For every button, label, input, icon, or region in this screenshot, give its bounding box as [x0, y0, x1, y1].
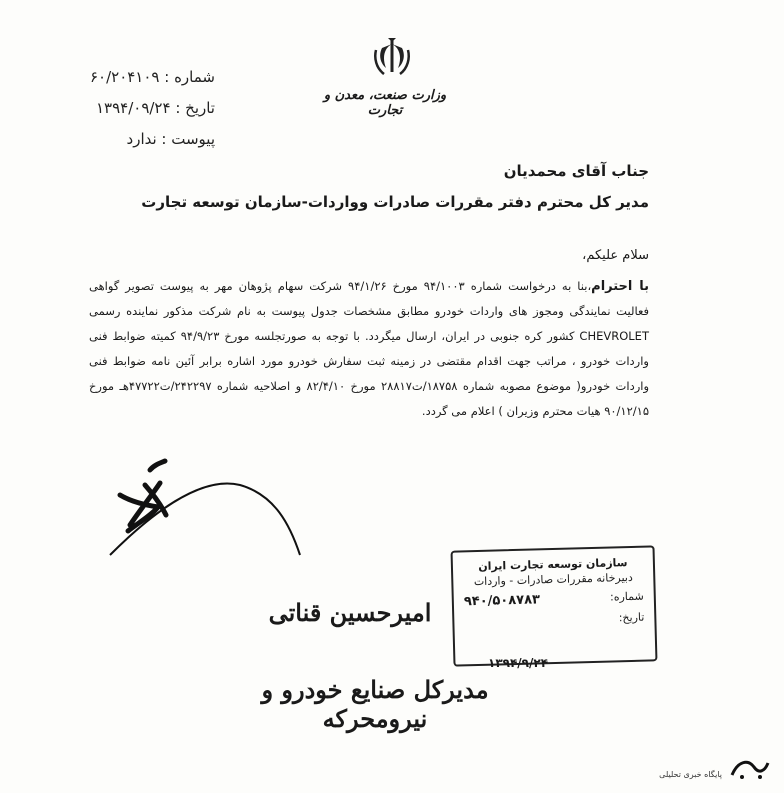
ministry-name: وزارت صنعت، معدن و تجارت	[323, 88, 447, 118]
stamp-number-row	[464, 590, 644, 610]
letter-date: تاریخ : ۱۳۹۴/۰۹/۲۴	[95, 99, 215, 117]
signer-name: امیرحسین قناتی	[268, 598, 432, 627]
letter-lead: با احترام	[591, 279, 650, 294]
signer-title: مدیرکل صنایع خودرو و نیرومحرکه	[261, 675, 489, 733]
letter-attachment: پیوست : ندارد	[126, 130, 215, 148]
serat-logo-icon	[728, 753, 772, 783]
date-label: تاریخ	[185, 99, 215, 117]
stamp-date-value: ۱۳۹۴/۹/۲۴	[488, 656, 549, 670]
letter-number: شماره : ۶۰/۲۰۴۱۰۹	[89, 68, 215, 86]
stamp-date-label: تاریخ:	[618, 610, 645, 625]
letter-meta	[35, 62, 215, 155]
addressee-name: جناب آقای محمدیان	[503, 162, 649, 180]
addressee-title: مدیر کل محترم دفتر مقررات صادرات وواردات-سازمان توسعه تجارت	[141, 193, 649, 211]
stamp-office: دبیرخانه مقررات صادرات - واردات	[473, 570, 633, 589]
stamp-date-row	[464, 611, 644, 629]
letter-body-text: ،بنا به درخواست شماره ۹۴/۱۰۰۳ مورخ ۹۴/۱/۲۶ شرکت سهام پژوهان مهر به پیوست تصویر گواهی فعالیت نمایندگی ومجوز های واردات خودرو مطابق مشخصات جدول پیوست به نام شرکت مذکور نماینده رسمی CHEVROLET کشور کره جنوبی در ایران، ارسال میگردد. با توجه به صورتجلسه مورخ ۹۴/۹/۲۳ کمیته ضوابط فنی واردات خودرو ، مراتب جهت اقدام مقتضی در زمینه ثبت سفارش خودرو مورد اشاره برابر آئین نامه ضوابط فنی واردات خودرو( موضوع مصوبه شماره ۱۸۷۵۸/ت۲۸۸۱۷ مورخ ۸۲/۴/۱۰ و اصلاحیه شماره ۲۴۲۲۹۷/ت۴۷۷۲۲هـ مورخ ۹۰/۱۲/۱۵ هیات محترم وزیران ) اعلام می گردد.	[89, 279, 650, 418]
receipt-stamp	[451, 545, 658, 666]
stamp-number-value: ۹۴۰/۵۰۸۷۸۳	[463, 592, 541, 610]
stamp-number-label: شماره:	[609, 589, 644, 604]
date-value: ۱۳۹۴/۰۹/۲۴	[95, 99, 171, 117]
handwritten-signature	[90, 455, 310, 575]
iran-emblem-icon	[372, 36, 412, 80]
letter-body	[89, 274, 649, 424]
letter-greeting: سلام علیکم،	[582, 248, 649, 263]
site-watermark	[659, 749, 772, 783]
watermark-text: پایگاه خبری تحلیلی	[659, 770, 722, 779]
attachment-value: ندارد	[126, 130, 157, 148]
stamp-org: سازمان توسعه تجارت ایران	[478, 556, 628, 573]
number-label: شماره	[174, 68, 215, 86]
number-value: ۶۰/۲۰۴۱۰۹	[89, 68, 160, 86]
attachment-label: پیوست	[171, 130, 215, 148]
